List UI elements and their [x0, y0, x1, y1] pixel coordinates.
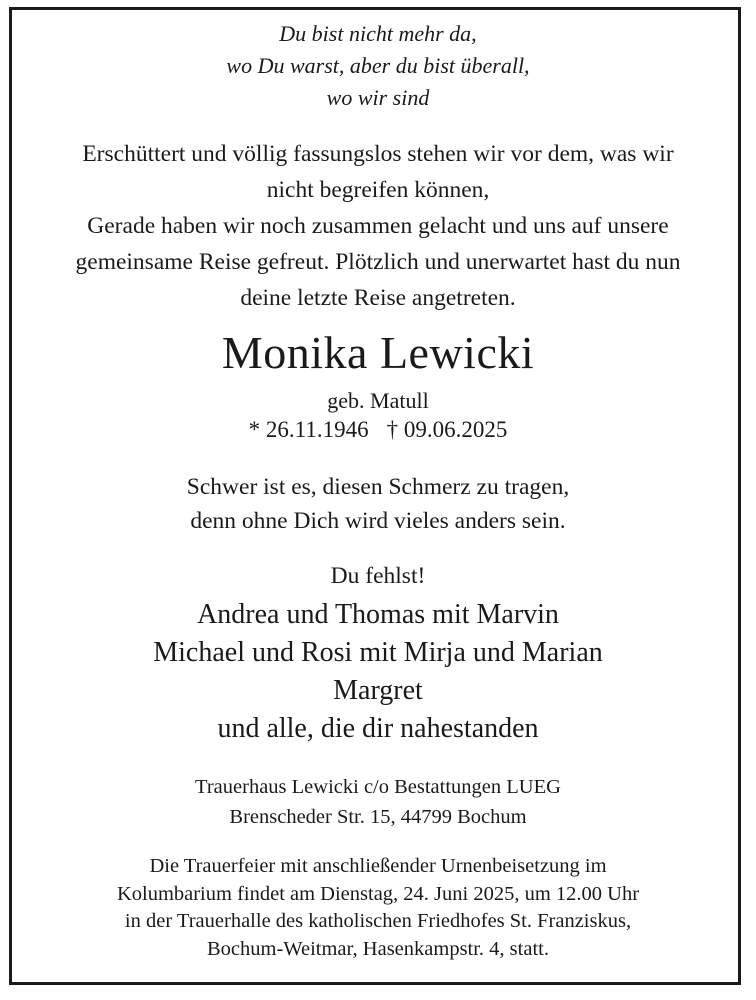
- life-dates: [12, 414, 744, 446]
- intro-text: [12, 136, 744, 316]
- deceased-name: Monika Lewicki: [221, 327, 535, 378]
- mourner-line: Margret: [333, 675, 423, 706]
- intro-line: Gerade haben wir noch zusammen gelacht und uns auf unsere: [87, 213, 669, 239]
- birth-date: * 26.11.1946: [248, 417, 369, 442]
- comfort-verse: [12, 470, 744, 538]
- motto-line: wo wir sind: [326, 85, 430, 110]
- address-line: Trauerhaus Lewicki c/o Bestattungen LUEG: [195, 776, 561, 798]
- ceremony-line: in der Trauerhalle des katholischen Friedhofes St. Franziskus,: [124, 910, 632, 932]
- ceremony-line: Die Trauerfeier mit anschließender Urnenbeisetzung im: [149, 855, 607, 877]
- ceremony-line: Bochum-Weitmar, Hasenkampstr. 4, statt.: [207, 937, 549, 960]
- intro-line: nicht begreifen können,: [266, 177, 490, 203]
- ceremony-line: Kolumbarium findet am Dienstag, 24. Juni 2025, um 12.00 Uhr: [116, 882, 640, 905]
- funeral-ceremony-info: [12, 853, 744, 963]
- birth-name: geb. Matull: [327, 388, 429, 413]
- verse-line: denn ohne Dich wird vieles anders sein.: [190, 508, 566, 534]
- mourners-list: [12, 596, 744, 748]
- mourner-line: Michael und Rosi mit Mirja und Marian: [153, 637, 603, 668]
- mourner-line: Andrea und Thomas mit Marvin: [197, 599, 559, 630]
- motto-line: Du bist nicht mehr da,: [279, 21, 477, 46]
- motto-line: wo Du warst, aber du bist überall,: [226, 53, 530, 78]
- intro-line: gemeinsame Reise gefreut. Plötzlich und unerwartet hast du nun: [75, 249, 681, 275]
- mourning-address: [12, 772, 744, 832]
- death-date: † 09.06.2025: [386, 417, 508, 442]
- address-line: Brenscheder Str. 15, 44799 Bochum: [229, 806, 527, 828]
- intro-line: deine letzte Reise angetreten.: [240, 285, 516, 311]
- missing-text: Du fehlst!: [330, 563, 426, 589]
- motto-verse: [12, 18, 744, 114]
- intro-line: Erschüttert und völlig fassungslos stehen wir vor dem, was wir: [82, 141, 674, 167]
- mourner-line: und alle, die dir nahestanden: [217, 713, 539, 744]
- verse-line: Schwer ist es, diesen Schmerz zu tragen,: [186, 474, 570, 500]
